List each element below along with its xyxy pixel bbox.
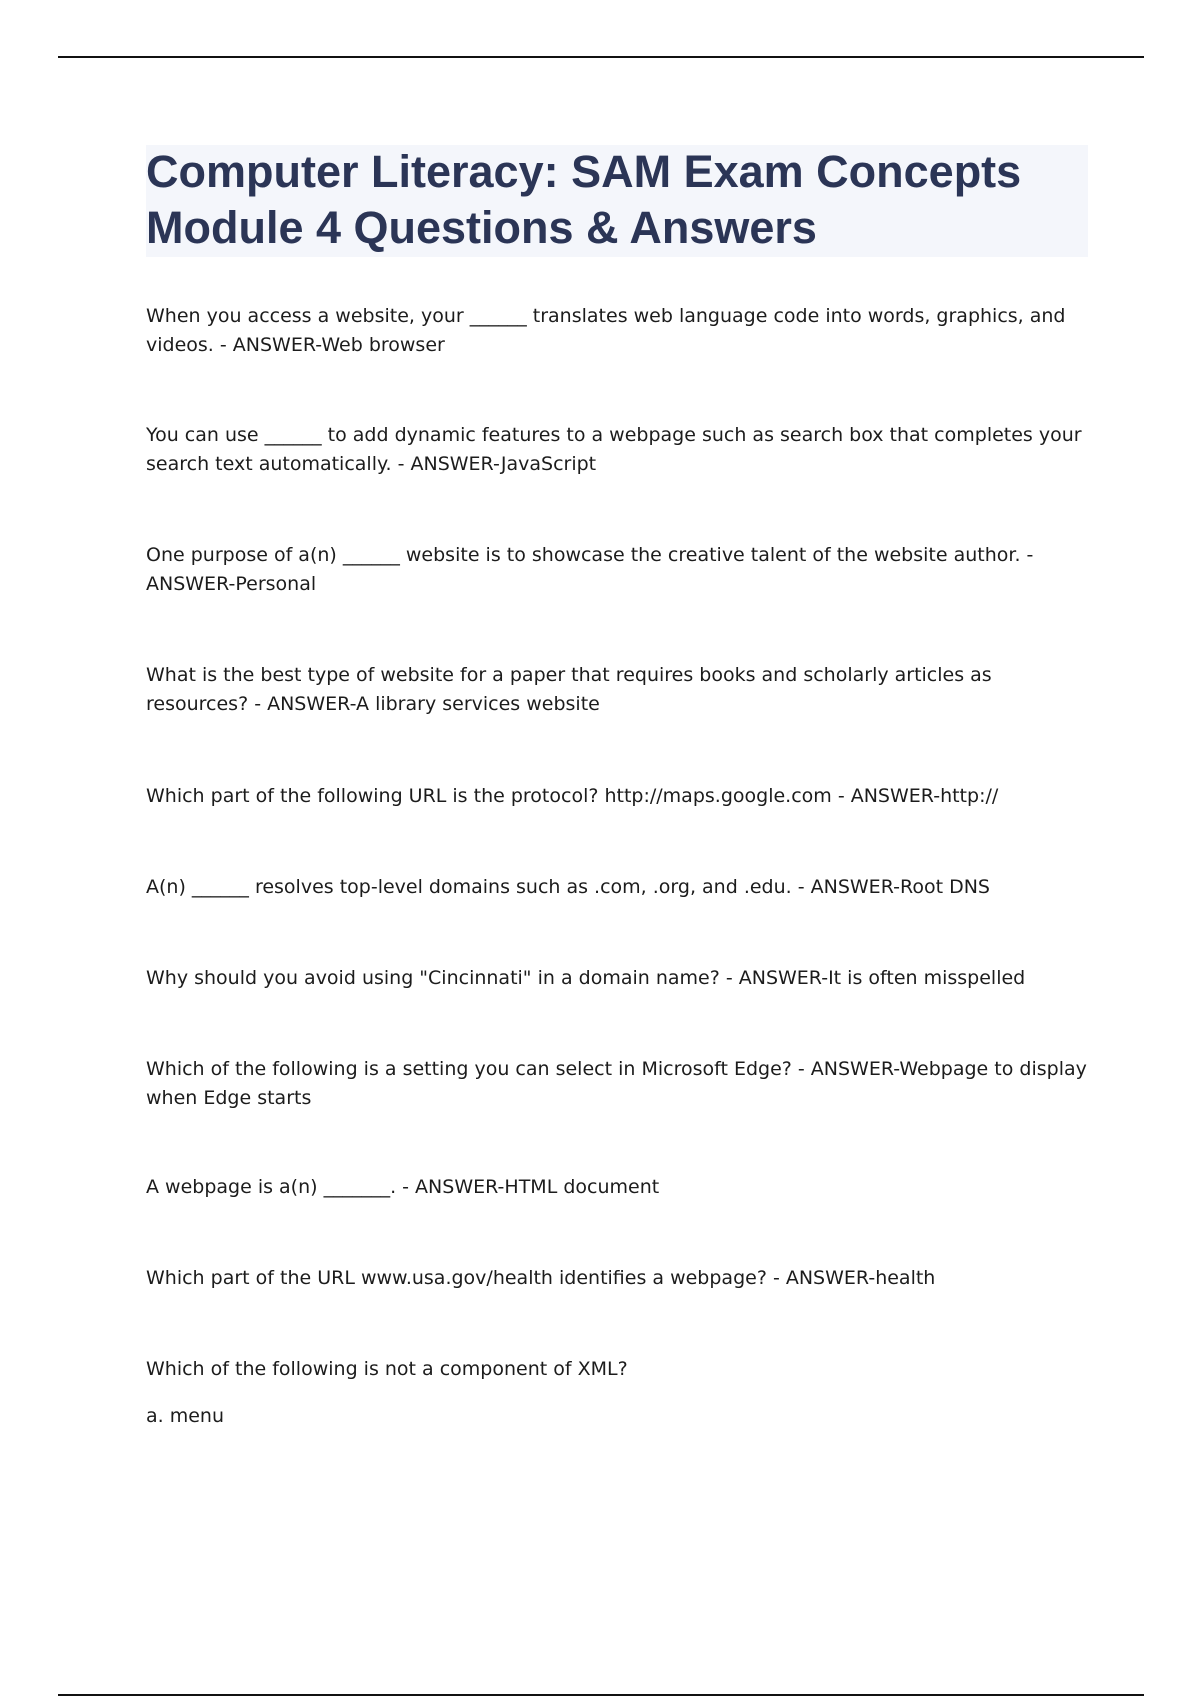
qa-item-2: You can use ______ to add dynamic features to a webpage such as search box that completes your search text automatically. - ANSWER-JavaScript	[146, 424, 1082, 475]
title-line-1: Computer Literacy: SAM Exam Concepts	[146, 146, 1022, 197]
title-line-2: Module 4 Questions & Answers	[146, 202, 817, 253]
qa-item-9: A webpage is a(n) _______. - ANSWER-HTML document	[146, 1176, 660, 1198]
qa-item-8: Which of the following is a setting you can select in Microsoft Edge? - ANSWER-Webpage to display when Edge starts	[146, 1058, 1087, 1109]
top-rule	[58, 56, 1144, 58]
qa-item-4: What is the best type of website for a paper that requires books and scholarly articles as resources? - ANSWER-A library services website	[146, 664, 992, 715]
bottom-rule	[58, 1694, 1144, 1696]
qa-item-11: Which of the following is not a component of XML?	[146, 1358, 628, 1380]
qa-item-10: Which part of the URL www.usa.gov/health identifies a webpage? - ANSWER-health	[146, 1267, 936, 1289]
qa-item-1: When you access a website, your ______ translates web language code into words, graphics, and videos. - ANSWER-Web browser	[146, 305, 1066, 356]
qa-item-5: Which part of the following URL is the protocol? http://maps.google.com - ANSWER-http://	[146, 785, 999, 807]
qa-item-3: One purpose of a(n) ______ website is to showcase the creative talent of the website author. - ANSWER-Personal	[146, 544, 1034, 595]
qa-item-7: Why should you avoid using "Cincinnati" in a domain name? - ANSWER-It is often misspelled	[146, 967, 1026, 989]
qa-item-6: A(n) ______ resolves top-level domains such as .com, .org, and .edu. - ANSWER-Root DNS	[146, 876, 990, 898]
document-title	[146, 145, 1088, 257]
qa-option-a: a. menu	[146, 1405, 225, 1427]
